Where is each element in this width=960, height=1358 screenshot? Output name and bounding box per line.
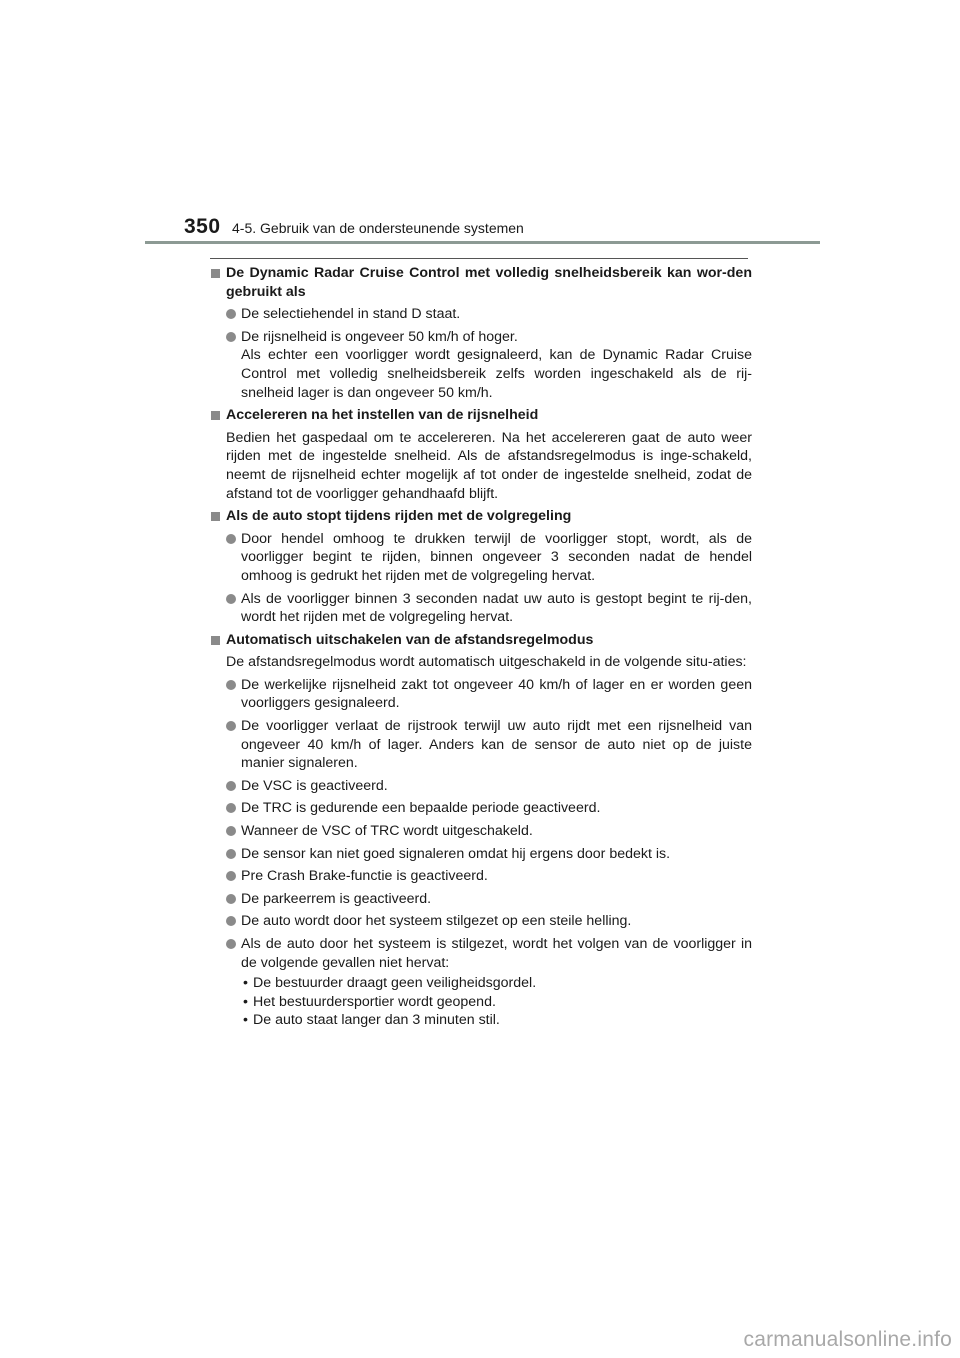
list-item-text: Pre Crash Brake-functie is geactiveerd. [241, 868, 488, 885]
sub-list-item-text: Het bestuurdersportier wordt geopend. [253, 993, 496, 1010]
section-heading [210, 406, 752, 425]
sub-list-item [241, 974, 752, 993]
section-heading-text: Als de auto stopt tijdens rijden met de volgregeling [226, 508, 572, 525]
sub-list-item [241, 1011, 752, 1030]
list-item [210, 530, 752, 586]
list-item [210, 305, 752, 324]
list-item [210, 328, 752, 402]
list-item [210, 890, 752, 909]
list-item [210, 867, 752, 886]
list-item-text: Door hendel omhoog te drukken terwijl de voorligger stopt, wordt, als de voorligger begint te rijden, binnen ongeveer 3 seconden nadat de hendel omhoog is gedrukt het rijden met de volgregeling hervat. [241, 530, 752, 584]
list-item-text: De TRC is gedurende een bepaalde periode geactiveerd. [241, 800, 601, 817]
list-item [210, 676, 752, 713]
round-bullet-icon [226, 916, 236, 926]
list-item-text: De parkeerrem is geactiveerd. [241, 890, 432, 907]
list-item-text: De voorligger verlaat de rijstrook terwijl uw auto rijdt met een rijsnelheid van ongeveer 40 km/h of lager. Anders kan de sensor de auto niet op de juiste manier signaleren. [241, 718, 752, 772]
section-paragraph: De afstandsregelmodus wordt automatisch uitgeschakeld in de volgende situ-aties: [226, 654, 747, 671]
round-bullet-icon [226, 594, 236, 604]
round-bullet-icon [226, 803, 236, 813]
section [210, 507, 752, 627]
round-bullet-icon [226, 849, 236, 859]
section-heading [210, 631, 752, 650]
section-heading [210, 507, 752, 526]
section-heading-text: Automatisch uitschakelen van de afstandsregelmodus [226, 631, 594, 648]
round-bullet-icon [226, 781, 236, 791]
page-number: 350 [184, 215, 221, 238]
section-paragraph: Bedien het gaspedaal om te accelereren. Na het accelereren gaat de auto weer rijden met de ingestelde snelheid. Als de afstandsregelmodus is inge-schakeld, neemt de rijsnelheid echter mogelijk af tot onder de ingestelde snelheid, zodat de afstand tot de voorligger gehandhaafd blijft. [226, 429, 752, 502]
chapter-title: 4-5. Gebruik van de ondersteunende systemen [232, 220, 524, 236]
round-bullet-icon [226, 332, 236, 342]
round-bullet-icon [226, 939, 236, 949]
square-bullet-icon [211, 512, 220, 521]
list-item-text: Als de auto door het systeem is stilgezet, wordt het volgen van de voorligger in de volgende gevallen niet hervat: [241, 936, 752, 971]
watermark: carmanualsonline.info [743, 1328, 952, 1351]
content [210, 264, 752, 1034]
list-item [210, 822, 752, 841]
header-rule [145, 241, 820, 244]
small-bullet-icon: • [243, 993, 248, 1010]
round-bullet-icon [226, 826, 236, 836]
round-bullet-icon [226, 894, 236, 904]
list-item-note: Als echter een voorligger wordt gesignaleerd, kan de Dynamic Radar Cruise Control met volledig snelheidsbereik zelfs worden ingeschakeld als de rij-snelheid lager is dan ongeveer 50 km/h. [241, 347, 752, 401]
list-item-text: Als de voorligger binnen 3 seconden nadat uw auto is gestopt begint te rij-den, wordt het rijden met de volgregeling hervat. [241, 590, 752, 626]
list-item [210, 717, 752, 773]
content-rule [210, 258, 748, 259]
section-heading [210, 264, 752, 301]
round-bullet-icon [226, 721, 236, 731]
sub-list-item [241, 993, 752, 1012]
section [210, 631, 752, 1030]
section [210, 264, 752, 402]
list-item-text: De werkelijke rijsnelheid zakt tot ongeveer 40 km/h of lager en er worden geen voorliggers gesignaleerd. [241, 676, 752, 712]
list-item [210, 590, 752, 627]
sub-list-item-text: De bestuurder draagt geen veiligheidsgordel. [253, 975, 537, 992]
square-bullet-icon [211, 636, 220, 645]
list-item [210, 845, 752, 864]
small-bullet-icon: • [243, 1012, 248, 1029]
section [210, 406, 752, 503]
round-bullet-icon [226, 534, 236, 544]
list-item [210, 935, 752, 1030]
section-heading-text: De Dynamic Radar Cruise Control met volledig snelheidsbereik kan wor-den gebruikt als [226, 265, 752, 300]
square-bullet-icon [211, 269, 220, 278]
list-item [210, 799, 752, 818]
list-item-text: De selectiehendel in stand D staat. [241, 306, 461, 323]
list-item-text: De auto wordt door het systeem stilgezet op een steile helling. [241, 913, 632, 930]
list-item-text: Wanneer de VSC of TRC wordt uitgeschakeld. [241, 823, 533, 840]
round-bullet-icon [226, 309, 236, 319]
round-bullet-icon [226, 680, 236, 690]
list-item-text: De VSC is geactiveerd. [241, 777, 388, 794]
section-heading-text: Accelereren na het instellen van de rijsnelheid [226, 407, 539, 424]
list-item [210, 912, 752, 931]
round-bullet-icon [226, 871, 236, 881]
list-item [210, 777, 752, 796]
sub-list [241, 974, 752, 1030]
square-bullet-icon [211, 411, 220, 420]
small-bullet-icon: • [243, 975, 248, 992]
list-item-text: De sensor kan niet goed signaleren omdat hij ergens door bedekt is. [241, 845, 671, 862]
list-item-text: De rijsnelheid is ongeveer 50 km/h of hoger. [241, 328, 518, 345]
sub-list-item-text: De auto staat langer dan 3 minuten stil. [253, 1012, 500, 1029]
